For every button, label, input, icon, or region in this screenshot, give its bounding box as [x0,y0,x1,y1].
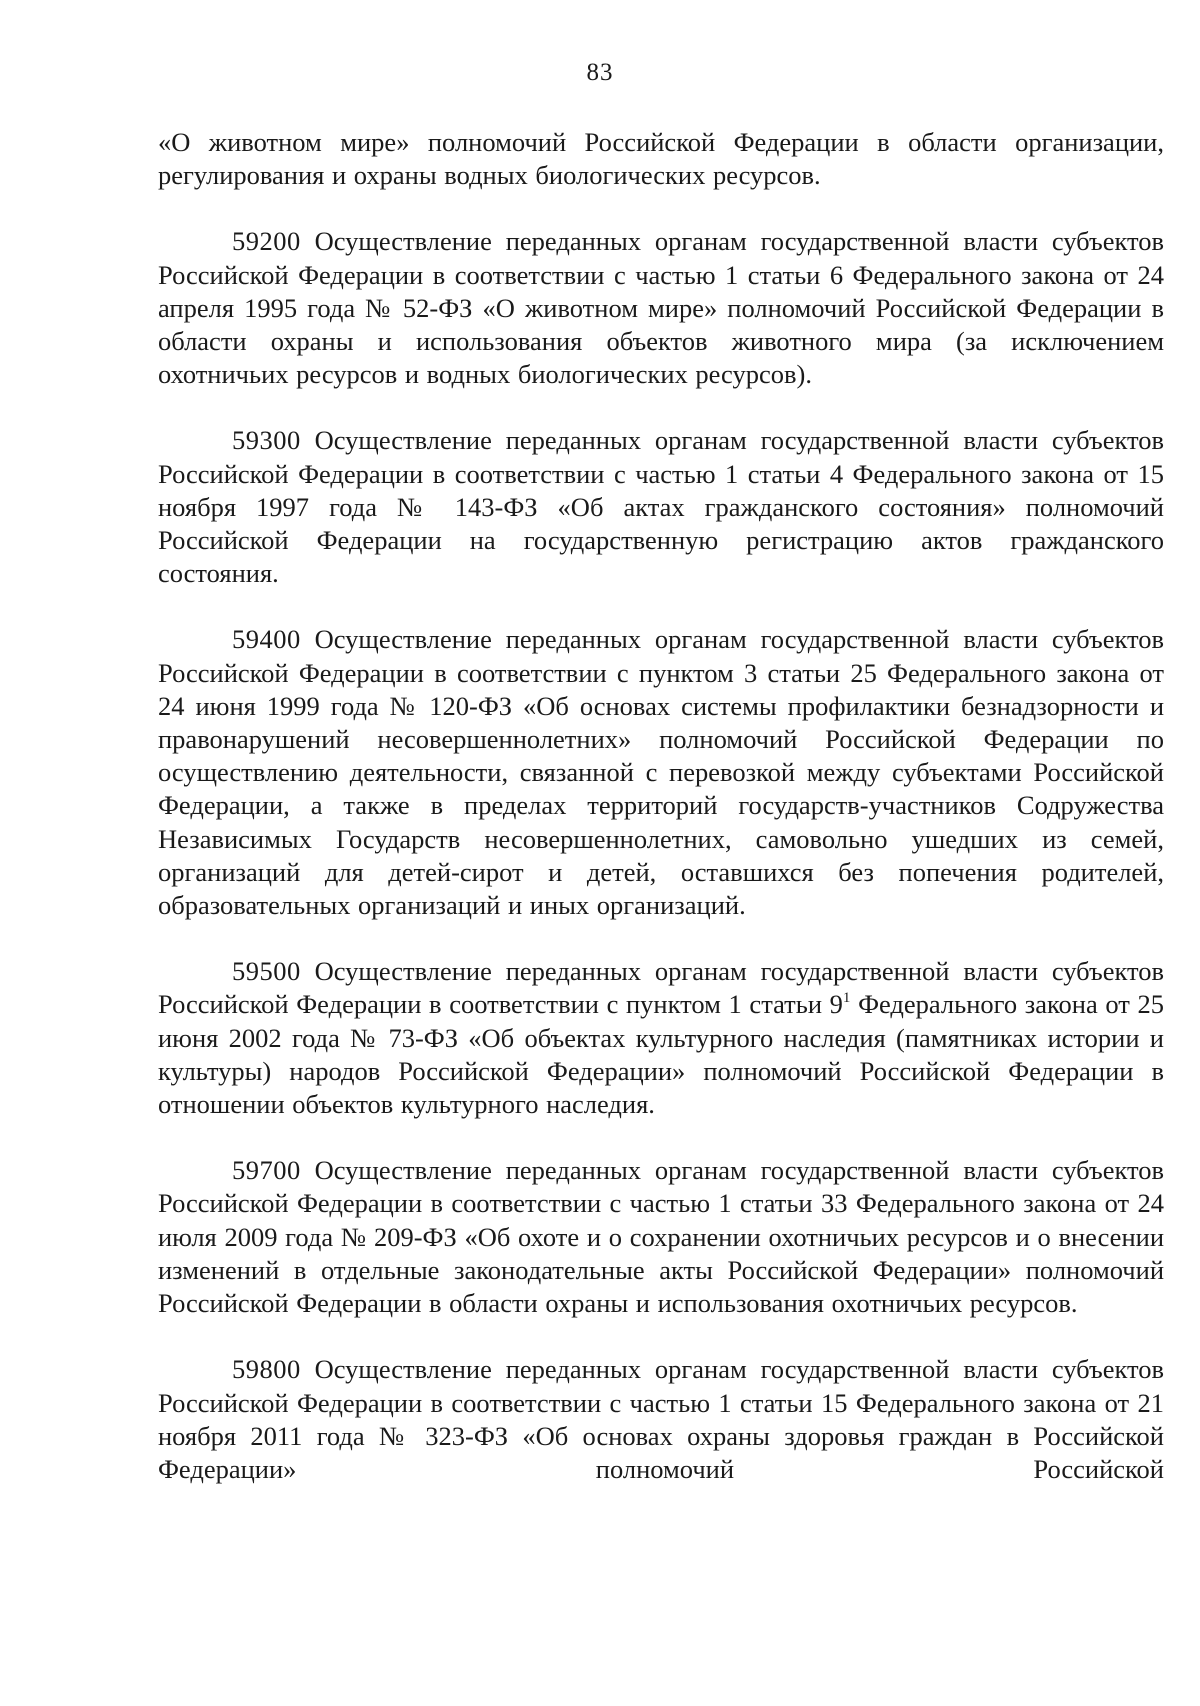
item-code: 59400 [232,624,301,655]
item-code: 59700 [232,1155,301,1186]
item-text-continued: Федерального закона от 25 июня 2002 года № 73-ФЗ «Об объектах культурного наследия (памятниках истории и культуры) народов Российской Федерации» полномочий Российской Федерации в отношении объектов культурного наследия. [158,989,1164,1120]
item-code: 59300 [232,425,301,456]
item-code: 59500 [232,956,301,987]
item-text: Осуществление переданных органам государственной власти субъектов Российской Федерации в соответствии с пунктом 1 статьи 9 [158,956,1164,1020]
item-59700 [158,1154,1164,1320]
item-text: Осуществление переданных органам государственной власти субъектов Российской Федерации в соответствии с пунктом 3 статьи 25 Федерального закона от 24 июня 1999 года № 120-ФЗ «Об основах системы профилактики безнадзорности и правонарушений несовершеннолетних» полномочий Российской Федерации по осуществлению деятельности, связанной с перевозкой между субъектами Российской Федерации, а также в пределах территорий государств-участников Содружества Независимых Государств несовершеннолетних, самовольно ушедших из семей, организаций для детей-сирот и детей, оставшихся без попечения родителей, образовательных организаций и иных организаций. [158,624,1164,921]
item-text: Осуществление переданных органам государственной власти субъектов Российской Федерации в соответствии с частью 1 статьи 15 Федерального закона от 21 ноября 2011 года № 323-ФЗ «Об основах охраны здоровья граждан в Российской Федерации» полномочий Российской [158,1354,1164,1484]
item-text: Осуществление переданных органам государственной власти субъектов Российской Федерации в соответствии с частью 1 статьи 4 Федерального закона от 15 ноября 1997 года № 143-ФЗ «Об актах гражданского состояния» полномочий Российской Федерации на государственную регистрацию актов гражданского состояния. [158,425,1164,589]
item-text: Осуществление переданных органам государственной власти субъектов Российской Федерации в соответствии с частью 1 статьи 33 Федерального закона от 24 июля 2009 года № 209-ФЗ «Об охоте и о сохранении охотничьих ресурсов и о внесении изменений в отдельные законодательные акты Российской Федерации» полномочий Российской Федерации в области охраны и использования охотничьих ресурсов. [158,1155,1164,1319]
item-59200 [158,225,1164,391]
item-59500 [158,955,1164,1121]
item-59300 [158,424,1164,590]
page-number: 83 [586,59,614,86]
item-59800 [158,1353,1164,1486]
item-code: 59800 [232,1354,301,1385]
item-code: 59200 [232,226,301,257]
document-body [158,126,1164,1486]
item-text: Осуществление переданных органам государственной власти субъектов Российской Федерации в соответствии с частью 1 статьи 6 Федерального закона от 24 апреля 1995 года № 52-ФЗ «О животном мире» полномочий Российской Федерации в области охраны и использования объектов животного мира (за исключением охотничьих ресурсов и водных биологических ресурсов). [158,226,1164,390]
continued-paragraph: «О животном мире» полномочий Российской Федерации в области организации, регулирования и охраны водных биологических ресурсов. [158,127,1164,191]
item-59400 [158,623,1164,922]
superscript: 1 [842,990,851,1007]
